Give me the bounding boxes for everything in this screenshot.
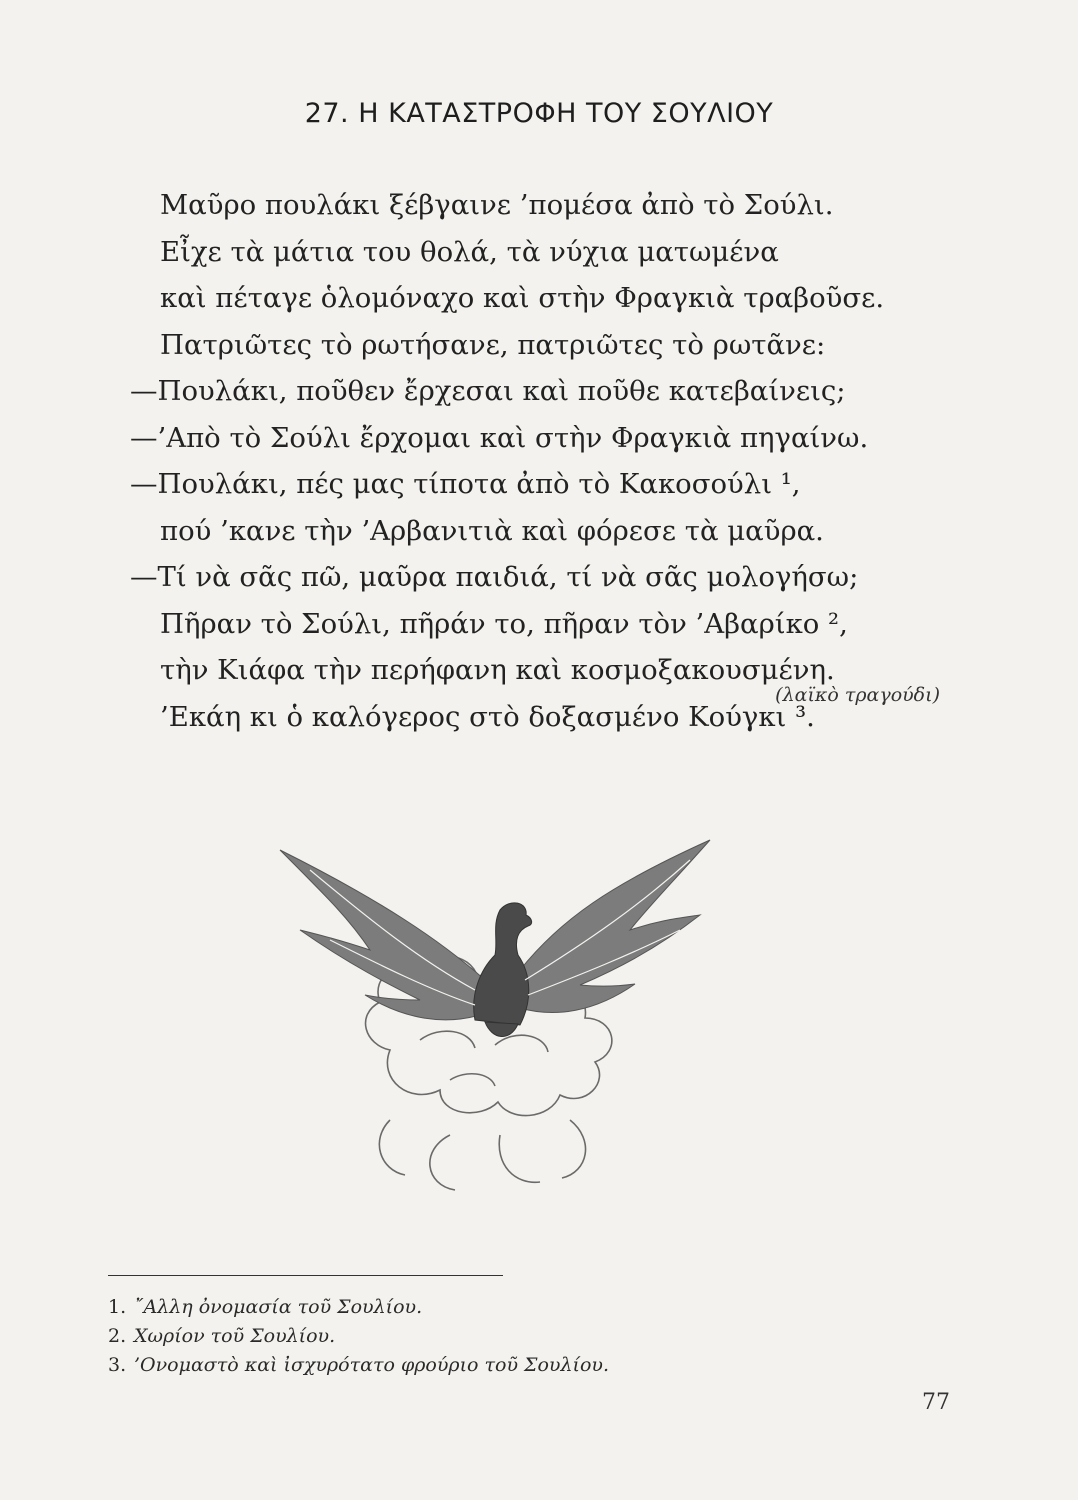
poem-line: —Τί νὰ σᾶς πῶ, μαῦρα παιδιά, τί νὰ σᾶς μολογήσω; [130,561,859,593]
page-number: 77 [922,1390,950,1415]
poem-line: —’Απὸ τὸ Σούλι ἔρχομαι καὶ στὴν Φραγκιὰ πηγαίνω. [130,421,869,454]
footnote-text: ’Ονομαστὸ καὶ ἰσχυρότατο φρούριο τοῦ Σουλίου. [134,1354,609,1376]
footnote [108,1322,609,1351]
footnote-text: Χωρίον τοῦ Σουλίου. [134,1325,336,1347]
poem-line: Εἶχε τὰ μάτια του θολά, τὰ νύχια ματωμένα [160,235,779,268]
footnote-number: 1. [108,1296,127,1318]
footnote-number: 3. [108,1354,127,1376]
poem-line: Πῆραν τὸ Σούλι, πῆράν το, πῆραν τὸν ’Αβαρίκο ², [160,607,848,640]
poem-line: —Πουλάκι, πές μας τίποτα ἀπὸ τὸ Κακοσούλι ¹, [130,468,801,500]
chapter-title: 27. Η ΚΑΤΑΣΤΡΟΦΗ ΤΟΥ ΣΟΥΛΙΟΥ [304,98,774,129]
poem-line: —Πουλάκι, ποῦθεν ἔρχεσαι καὶ ποῦθε κατεβαίνεις; [130,375,846,407]
footnote-text: ῎Αλλη ὀνομασία τοῦ Σουλίου. [134,1296,423,1318]
poem-line: καὶ πέταγε ὁλομόναχο καὶ στὴν Φραγκιὰ τραβοῦσε. [160,282,885,314]
poem-line: ’Εκάη κι ὁ καλόγερος στὸ δοξασμένο Κούγκι ³. [160,700,815,733]
poem-line: Πατριῶτες τὸ ρωτήσανε, πατριῶτες τὸ ρωτᾶνε: [160,328,826,361]
phoenix-emblem-icon [270,790,750,1210]
poem [130,182,990,740]
poem-line: πού ’κανε τὴν ’Αρβανιτιὰ καὶ φόρεσε τὰ μαῦρα. [160,514,824,547]
footnote [108,1351,609,1380]
footnote-number: 2. [108,1325,127,1347]
footnote-divider [108,1275,503,1276]
footnote [108,1293,609,1322]
poem-line: Μαῦρο πουλάκι ξέβγαινε ’πομέσα ἀπὸ τὸ Σούλι. [160,189,834,221]
footnotes [108,1293,609,1380]
poem-line: τὴν Κιάφα τὴν περήφανη καὶ κοσμοξακουσμένη. [160,654,835,686]
poem-credit: (λαϊκὸ τραγούδι) [775,684,940,706]
